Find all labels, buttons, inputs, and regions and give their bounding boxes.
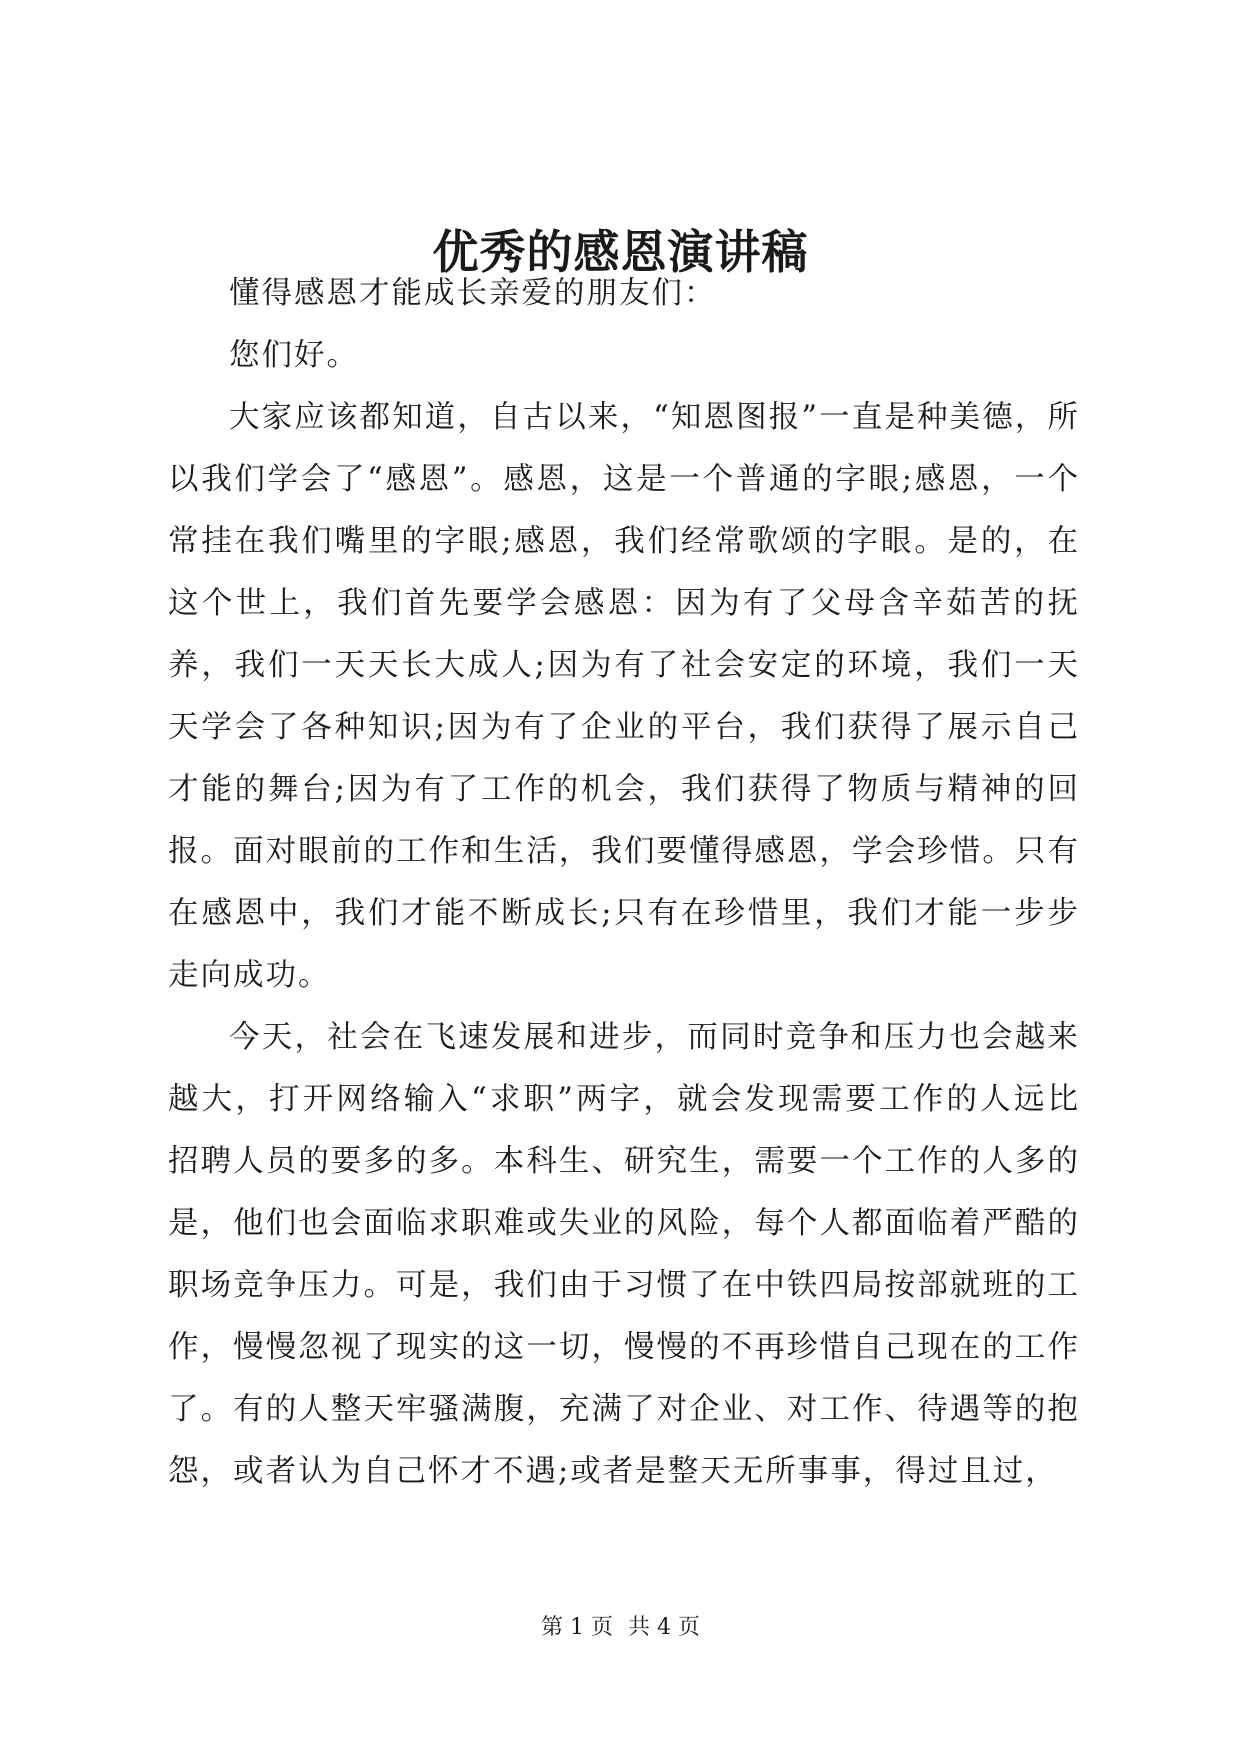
paragraph-competition: 今天，社会在飞速发展和进步，而同时竞争和压力也会越来越大，打开网络输入“求职”两字，就会发现需要工作的人远比招聘人员的要多的多。本科生、研究生，需要一个工作的人多的是，他们也会面临求职难或失业的风险，每个人都面临着严酷的职场竞争压力。可是，我们由于习惯了在中铁四局按部就班的工作，慢慢忽视了现实的这一切，慢慢的不再珍惜自己现在的工作了。有的人整天牢骚满腹，充满了对企业、对工作、待遇等的抱怨，或者认为自己怀才不遇;或者是整天无所事事，得过且过，	[168, 1020, 1080, 1489]
page-total: 共 4 页	[628, 1615, 700, 1640]
paragraph-gratitude: 大家应该都知道，自古以来，“知恩图报”一直是种美德，所以我们学会了“感恩”。感恩，这是一个普通的字眼;感恩，一个常挂在我们嘴里的字眼;感恩，我们经常歌颂的字眼。是的，在这个世上，我们首先要学会感恩：因为有了父母含辛茹苦的抚养，我们一天天长大成人;因为有了社会安定的环境，我们一天天学会了各种知识;因为有了企业的平台，我们获得了展示自己才能的舞台;因为有了工作的机会，我们获得了物质与精神的回报。面对眼前的工作和生活，我们要懂得感恩，学会珍惜。只有在感恩中，我们才能不断成长;只有在珍惜里，我们才能一步步走向成功。	[168, 400, 1080, 993]
page-number: 第 1 页	[541, 1615, 613, 1640]
page-footer	[0, 1613, 1241, 1643]
paragraph-greeting: 懂得感恩才能成长亲爱的朋友们：	[229, 276, 717, 311]
document-body	[168, 263, 1080, 1503]
document-title: 优秀的感恩演讲稿	[432, 225, 809, 279]
paragraph-salutation: 您们好。	[229, 338, 359, 373]
